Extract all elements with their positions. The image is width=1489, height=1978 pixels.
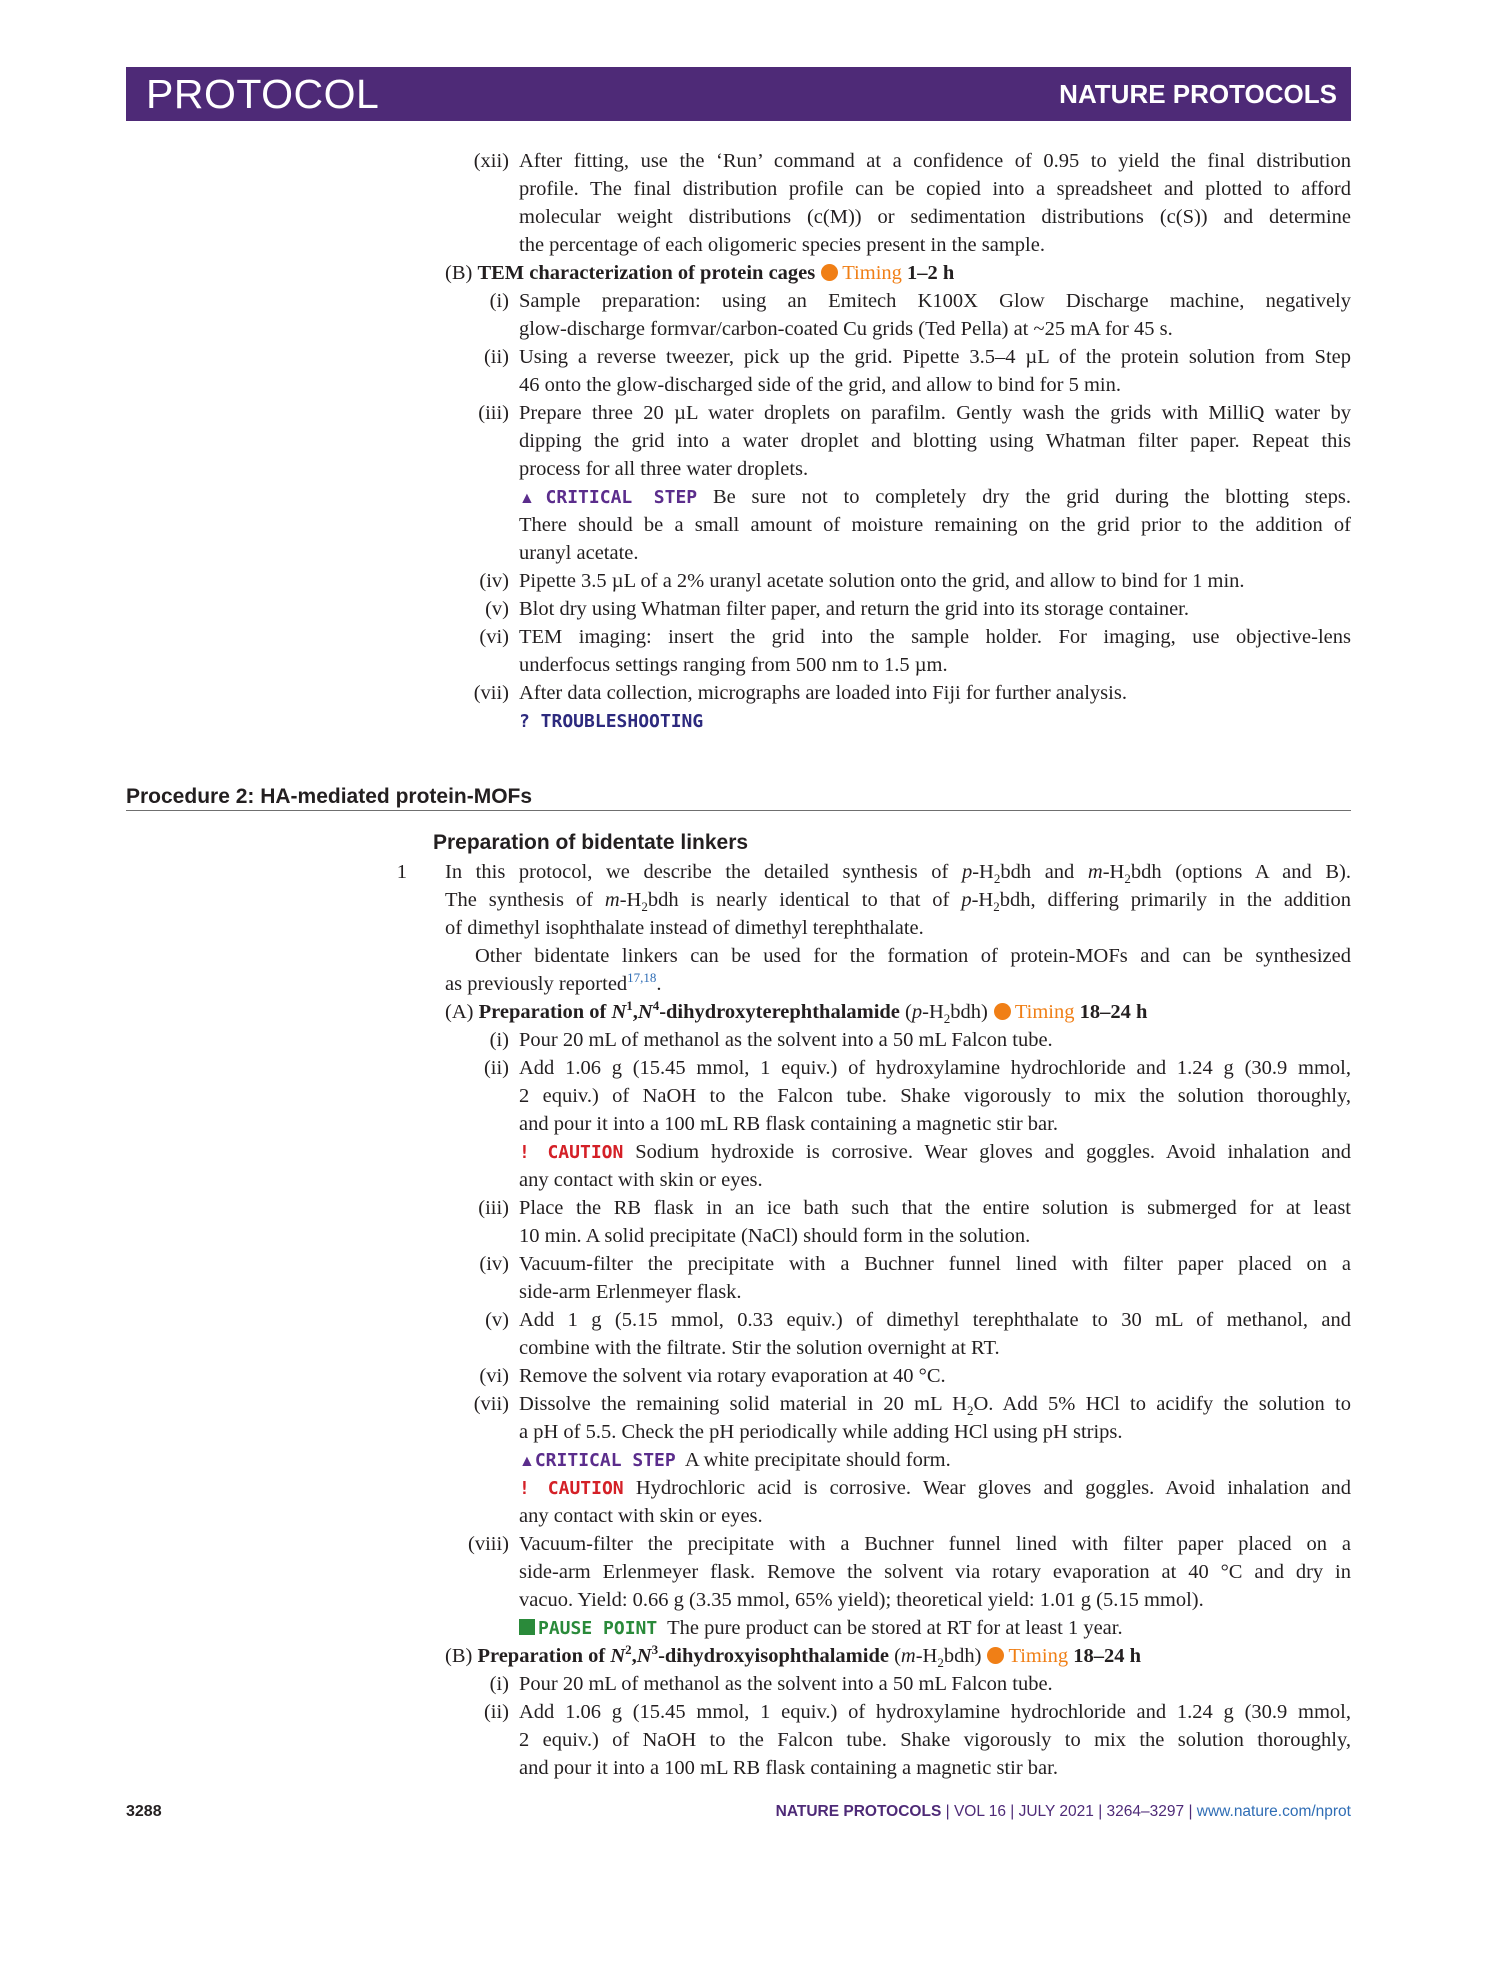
text-line: TEM imaging: insert the grid into the sample holder. For imaging, use objective-lens <box>519 626 1351 648</box>
caution-note <box>519 1476 1351 1501</box>
text-fragment: as previously reported <box>445 973 628 995</box>
text-fragment: bdh <box>647 889 679 911</box>
italic-fragment: N <box>610 1645 626 1667</box>
superscript: 4 <box>652 998 660 1014</box>
text-fragment: -H <box>619 889 642 911</box>
option-label: (A) <box>445 1001 474 1023</box>
text-fragment: Hydrochloric acid is corrosive. Wear gloves and goggles. Avoid inhalation and <box>635 1477 1351 1499</box>
text-fragment: Dissolve the remaining solid material in 20 mL H <box>519 1393 967 1415</box>
journal-name: NATURE PROTOCOLS <box>1059 79 1337 109</box>
step-numeral: (iii) <box>478 402 509 424</box>
timing-dot-icon <box>821 264 838 281</box>
text-fragment: and <box>1031 861 1088 883</box>
text-fragment: Sodium hydroxide is corrosive. Wear gloves and goggles. Avoid inhalation and <box>635 1141 1351 1163</box>
step-numeral: (vi) <box>479 626 509 648</box>
separator: | <box>1010 1803 1015 1820</box>
caution-label: ! CAUTION <box>519 1142 624 1163</box>
troubleshooting-label: ? TROUBLESHOOTING <box>519 711 704 732</box>
step-numeral: (ii) <box>483 346 509 368</box>
step-numeral: (ii) <box>483 1701 509 1723</box>
text-line: uranyl acetate. <box>519 542 639 564</box>
step-numeral: (i) <box>489 1673 509 1695</box>
text-line: Pipette 3.5 µL of a 2% uranyl acetate solution onto the grid, and allow to bind for 1 min. <box>519 570 1245 592</box>
subscript: 2 <box>993 871 1001 887</box>
subscript: 2 <box>641 899 648 915</box>
text-line: as previously reported$^{17,18}$. <box>445 970 662 995</box>
critical-step-note <box>519 1448 951 1474</box>
text-line: dipping the grid into a water droplet and blotting using Whatman filter paper. Repeat this <box>519 430 1351 452</box>
timing-value: 1–2 h <box>907 262 955 284</box>
text-line: Be sure not to completely dry the grid during the blotting steps. <box>712 486 1352 508</box>
text-line: Pour 20 mL of methanol as the solvent into a 50 mL Falcon tube. <box>519 1673 1053 1695</box>
subsection-title: Preparation of bidentate linkers <box>433 831 749 854</box>
step-numeral: (v) <box>485 598 509 620</box>
italic-fragment: m <box>1087 861 1103 883</box>
step-numeral: (viii) <box>468 1533 509 1555</box>
subscript: 2 <box>1124 871 1131 887</box>
page-number: 3288 <box>126 1803 162 1820</box>
text-fragment: In this protocol, we describe the detailed synthesis of <box>445 861 962 883</box>
separator: | <box>945 1803 950 1820</box>
triangle-icon: ▲ <box>519 1453 535 1470</box>
text-fragment: -dihydroxyterephthalamide <box>659 1001 900 1023</box>
text-fragment: Preparation of <box>477 1645 611 1667</box>
step-numeral: (vi) <box>479 1365 509 1387</box>
step-numeral: (iv) <box>479 570 509 592</box>
caution-label-text: CAUTION <box>547 1478 624 1499</box>
step-numeral: (iv) <box>479 1253 509 1275</box>
square-icon <box>519 1619 535 1635</box>
text-line: vacuo. Yield: 0.66 g (3.35 mmol, 65% yield); theoretical yield: 1.01 g (5.15 mmol). <box>519 1589 1204 1611</box>
text-line: a pH of 5.5. Check the pH periodically while adding HCl using pH strips. <box>519 1421 1123 1443</box>
footer-volume: VOL 16 <box>953 1803 1006 1820</box>
text-line: Using a reverse tweezer, pick up the grid. Pipette 3.5–4 µL of the protein solution from Step <box>519 346 1351 368</box>
text-line: Vacuum-filter the precipitate with a Buchner funnel lined with filter paper placed on a <box>519 1533 1351 1555</box>
timing-value: 18–24 h <box>1073 1645 1141 1667</box>
footer-citation <box>776 1802 1351 1822</box>
option-label: (B) <box>445 262 473 284</box>
step-numeral: (vii) <box>473 1393 509 1415</box>
text-line: 10 min. A solid precipitate (NaCl) should form in the solution. <box>519 1225 1031 1247</box>
text-line: any contact with skin or eyes. <box>519 1169 763 1191</box>
part-a-heading: (A) Preparation of $N^1,N^4$-dihydroxyterephthalamide $(p-H_2bdh)$ Timing 18–24 h <box>445 998 1148 1027</box>
text-line: of dimethyl isophthalate instead of dimethyl terephthalate. <box>445 917 924 939</box>
text-line: After data collection, micrographs are loaded into Fiji for further analysis. <box>519 682 1127 704</box>
timing-label: Timing <box>1008 1645 1069 1667</box>
timing-value: 18–24 h <box>1079 1001 1148 1023</box>
italic-fragment: N <box>611 1001 627 1023</box>
text-fragment: , differing primarily in the addition <box>1030 889 1352 911</box>
caution-label-text: CAUTION <box>547 1142 624 1163</box>
superscript: 3 <box>651 1642 659 1658</box>
footer-pages: 3264–3297 <box>1106 1803 1185 1820</box>
tem-heading <box>445 261 954 285</box>
text-line: 2 equiv.) of NaOH to the Falcon tube. Shake vigorously to mix the solution thoroughly, <box>519 1085 1351 1107</box>
text-line: Other bidentate linkers can be used for the formation of protein-MOFs and can be synthesized <box>475 945 1351 967</box>
text-fragment: Preparation of <box>478 1001 612 1023</box>
step-number: 1 <box>396 861 407 883</box>
text-line: After fitting, use the ‘Run’ command at a confidence of 0.95 to yield the final distribution <box>519 150 1351 172</box>
pause-point-label-text: PAUSE POINT <box>538 1618 658 1639</box>
step-numeral: (i) <box>489 290 509 312</box>
critical-step-label-text: CRITICAL STEP <box>534 1450 676 1471</box>
text-fragment: bdh <box>943 1645 975 1667</box>
subscript: 2 <box>966 1403 974 1419</box>
part-b-heading: (B) Preparation of $N^2,N^3$-dihydroxyisophthalamide $(m-H_2bdh)$ Timing 18–24 h <box>445 1642 1141 1671</box>
text-line: 2 equiv.) of NaOH to the Falcon tube. Shake vigorously to mix the solution thoroughly, <box>519 1729 1351 1751</box>
text-fragment: (options A and B). <box>1161 861 1351 883</box>
text-line: Prepare three 20 µL water droplets on parafilm. Gently wash the grids with MilliQ water by <box>519 402 1351 424</box>
footer-date: JULY 2021 <box>1018 1803 1094 1820</box>
text-line <box>445 860 1351 887</box>
step-numeral: (i) <box>489 1029 509 1051</box>
header-banner <box>126 67 1351 121</box>
text-line: Add 1.06 g (15.45 mmol, 1 equiv.) of hydroxylamine hydrochloride and 1.24 g (30.9 mmol, <box>519 1701 1351 1723</box>
text-line: side-arm Erlenmeyer flask. <box>519 1281 742 1303</box>
text-fragment: bdh <box>999 889 1031 911</box>
section-divider <box>126 810 1351 811</box>
text-line: Add 1.06 g (15.45 mmol, 1 equiv.) of hydroxylamine hydrochloride and 1.24 g (30.9 mmol, <box>519 1057 1351 1079</box>
text-line: Add 1 g (5.15 mmol, 0.33 equiv.) of dimethyl terephthalate to 30 mL of methanol, and <box>519 1309 1351 1331</box>
text-line: Vacuum-filter the precipitate with a Buchner funnel lined with filter paper placed on a <box>519 1253 1351 1275</box>
text-fragment: -H <box>1102 861 1125 883</box>
step-numeral: (ii) <box>483 1057 509 1079</box>
text-line: 46 onto the glow-discharged side of the grid, and allow to bind for 5 min. <box>519 374 1121 396</box>
timing-label: Timing <box>1014 1001 1075 1023</box>
critical-step-label <box>519 1449 676 1471</box>
text-fragment: bdh <box>1130 861 1162 883</box>
italic-fragment: p <box>961 861 973 883</box>
text-fragment: -H <box>971 889 994 911</box>
pause-point-label <box>519 1617 657 1639</box>
text-fragment: The synthesis of <box>445 889 605 911</box>
caution-label: ! CAUTION <box>519 1478 624 1499</box>
text-fragment: is nearly identical to that of <box>678 889 962 911</box>
text-fragment: The pure product can be stored at RT for at least 1 year. <box>667 1617 1123 1639</box>
text-line <box>445 888 1352 915</box>
troubleshooting-link[interactable] <box>519 709 703 734</box>
text-fragment: -H <box>915 1645 938 1667</box>
text-line: profile. The final distribution profile can be copied into a spreadsheet and plotted to afford <box>519 178 1351 200</box>
section-type-label: PROTOCOL <box>146 71 380 117</box>
subscript: 2 <box>943 1011 951 1027</box>
text-line: process for all three water droplets. <box>519 458 809 480</box>
step-numeral: (xii) <box>473 150 509 172</box>
text-line: molecular weight distributions (c(M)) or sedimentation distributions (c(S)) and determine <box>519 206 1351 228</box>
text-line: Remove the solvent via rotary evaporation at 40 °C. <box>519 1365 946 1387</box>
italic-fragment: m <box>900 1645 916 1667</box>
footer-journal: NATURE PROTOCOLS <box>775 1803 942 1820</box>
text-line: glow-discharge formvar/carbon-coated Cu grids (Ted Pella) at ~25 mA for 45 s. <box>519 318 1173 340</box>
timing-dot-icon <box>994 1003 1011 1020</box>
text-line: Sample preparation: using an Emitech K100X Glow Discharge machine, negatively <box>519 290 1351 312</box>
text-line: and pour it into a 100 mL RB flask containing a magnetic stir bar. <box>519 1113 1058 1135</box>
text-line: the percentage of each oligomeric species present in the sample. <box>519 234 1045 256</box>
italic-fragment: N <box>636 1645 652 1667</box>
text-fragment: -H <box>972 861 994 883</box>
section-title: Procedure 2: HA-mediated protein-MOFs <box>126 785 533 808</box>
triangle-icon: ▲ <box>519 490 546 507</box>
pause-point-note <box>519 1616 1123 1641</box>
step-numeral: (vii) <box>473 682 509 704</box>
subscript: 2 <box>993 899 1000 915</box>
text-line <box>519 1392 1351 1419</box>
critical-step-note <box>519 485 1351 511</box>
separator: | <box>1188 1803 1193 1820</box>
text-line: There should be a small amount of moisture remaining on the grid prior to the addition of <box>519 514 1351 536</box>
italic-fragment: p <box>961 889 972 911</box>
caution-note <box>519 1140 1351 1165</box>
reference-link[interactable]: 17,18 <box>627 970 657 986</box>
footer-url-link[interactable]: www.nature.com/nprot <box>1196 1803 1351 1820</box>
subscript: 2 <box>937 1655 944 1671</box>
text-fragment: -dihydroxyisophthalamide <box>658 1645 889 1667</box>
option-label: (B) <box>445 1645 473 1667</box>
italic-fragment: m <box>604 889 620 911</box>
text-line: Place the RB flask in an ice bath such that the entire solution is submerged for at least <box>519 1197 1351 1219</box>
critical-step-label: ▲CRITICAL STEP <box>519 487 698 508</box>
step-numeral: (iii) <box>478 1197 509 1219</box>
text-fragment: A white precipitate should form. <box>684 1449 951 1471</box>
separator: | <box>1098 1803 1103 1820</box>
superscript: 2 <box>625 1642 632 1658</box>
text-fragment: bdh <box>1000 861 1032 883</box>
text-line: Blot dry using Whatman filter paper, and return the grid into its storage container. <box>519 598 1190 620</box>
italic-fragment: N <box>637 1001 653 1023</box>
text-line: Pour 20 mL of methanol as the solvent into a 50 mL Falcon tube. <box>519 1029 1053 1051</box>
text-line: combine with the filtrate. Stir the solution overnight at RT. <box>519 1337 1000 1359</box>
text-fragment: -H <box>922 1001 944 1023</box>
text-line: side-arm Erlenmeyer flask. Remove the solvent via rotary evaporation at 40 °C and dry in <box>519 1561 1351 1583</box>
italic-fragment: p <box>911 1001 923 1023</box>
tem-title: TEM characterization of protein cages <box>477 262 816 284</box>
text-line: underfocus settings ranging from 500 nm to 1.5 µm. <box>519 654 948 676</box>
text-line: and pour it into a 100 mL RB flask containing a magnetic stir bar. <box>519 1757 1058 1779</box>
text-fragment: bdh <box>950 1001 982 1023</box>
text-line: any contact with skin or eyes. <box>519 1505 763 1527</box>
text-fragment: O. Add 5% HCl to acidify the solution to <box>973 1393 1351 1415</box>
timing-dot-icon <box>987 1647 1004 1664</box>
superscript: 1 <box>626 998 633 1014</box>
step-numeral: (v) <box>485 1309 509 1331</box>
timing-label: Timing <box>842 262 902 284</box>
